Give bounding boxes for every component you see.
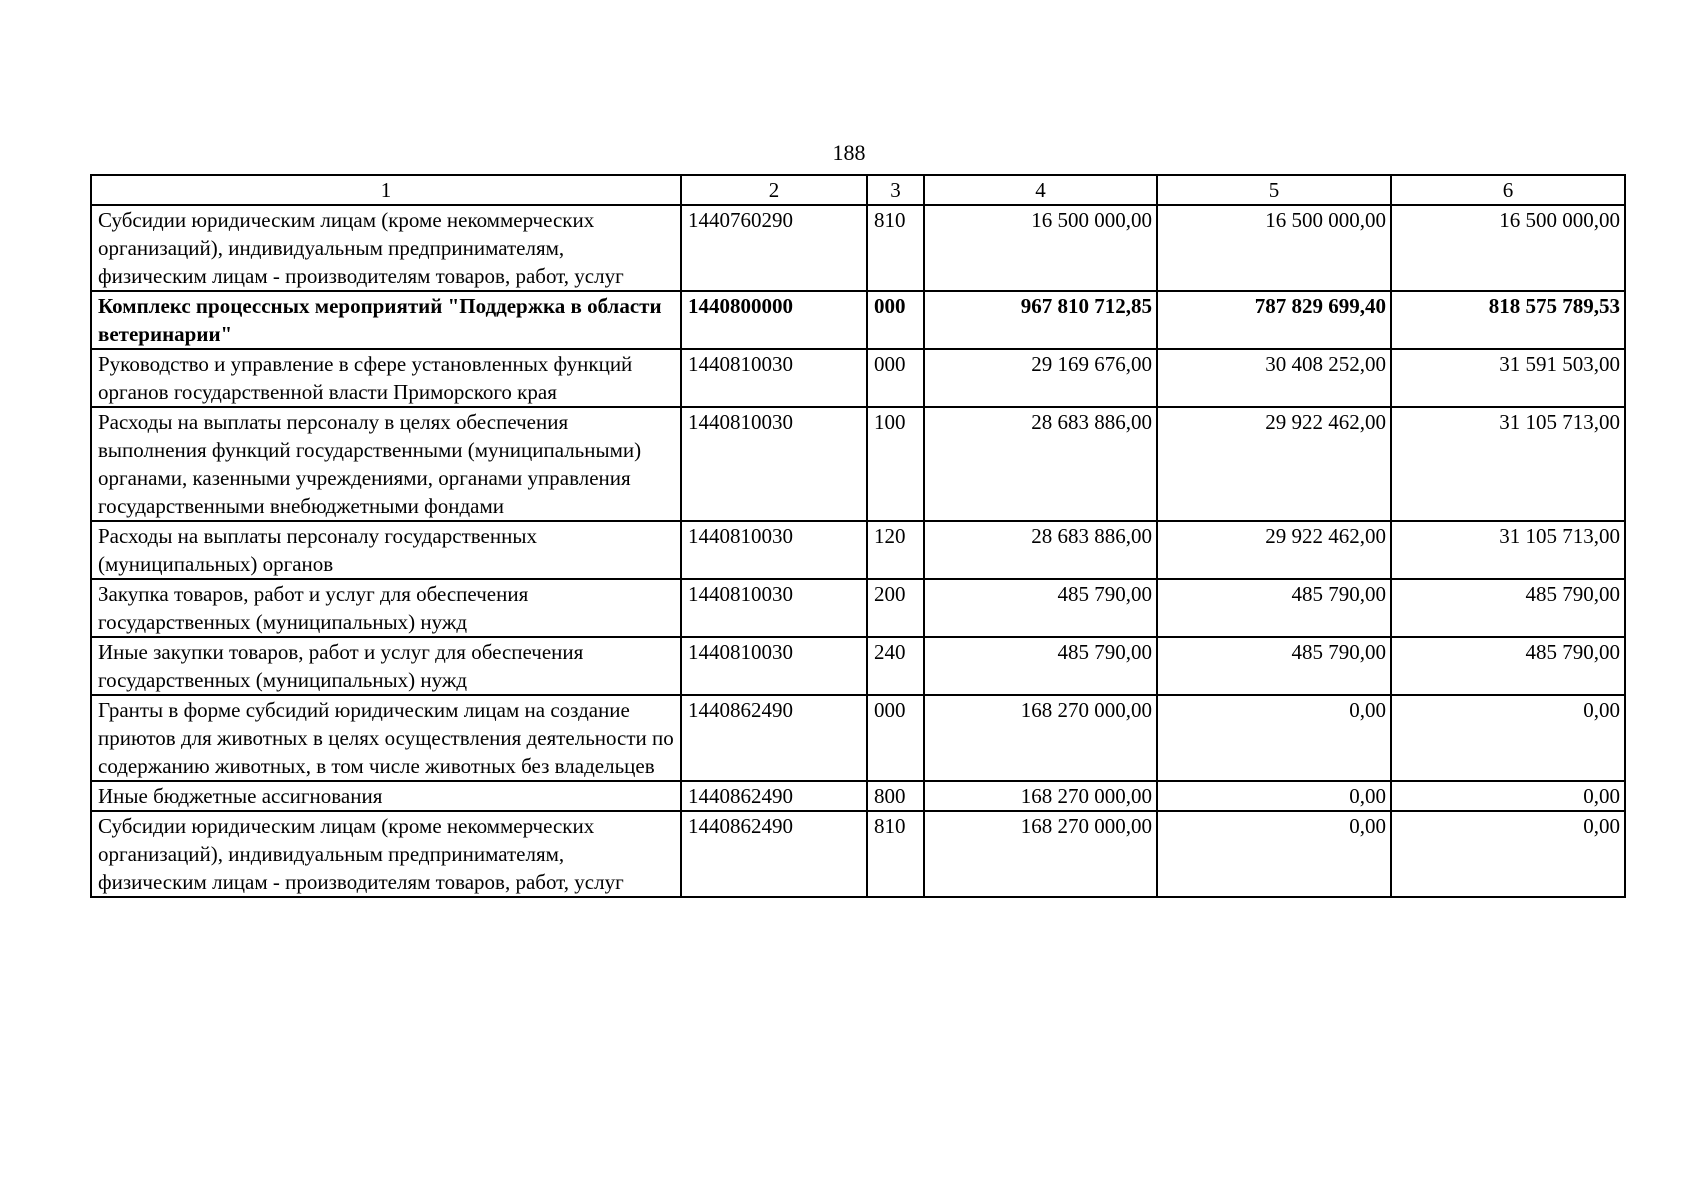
column-header-1: 1	[91, 175, 681, 205]
row-amount-5: 16 500 000,00	[1157, 205, 1391, 291]
row-kvr: 800	[867, 781, 924, 811]
row-code: 1440862490	[681, 811, 867, 897]
row-amount-4: 485 790,00	[924, 637, 1157, 695]
row-amount-5: 485 790,00	[1157, 579, 1391, 637]
table-row	[91, 781, 1625, 811]
row-kvr: 120	[867, 521, 924, 579]
row-name: Руководство и управление в сфере установленных функций органов государственной власти Приморского края	[91, 349, 681, 407]
row-kvr: 810	[867, 811, 924, 897]
row-amount-6: 485 790,00	[1391, 579, 1625, 637]
row-amount-4: 28 683 886,00	[924, 407, 1157, 521]
row-name: Расходы на выплаты персоналу государственных (муниципальных) органов	[91, 521, 681, 579]
table-row	[91, 637, 1625, 695]
row-name: Закупка товаров, работ и услуг для обеспечения государственных (муниципальных) нужд	[91, 579, 681, 637]
table-row-section	[91, 291, 1625, 349]
table-row	[91, 521, 1625, 579]
table-row	[91, 695, 1625, 781]
column-header-3: 3	[867, 175, 924, 205]
page-number: 188	[832, 140, 866, 165]
table-row	[91, 349, 1625, 407]
table-row	[91, 579, 1625, 637]
column-header-6: 6	[1391, 175, 1625, 205]
row-name: Расходы на выплаты персоналу в целях обеспечения выполнения функций государственными (муниципальными) органами, казенными учреждениями, органами управления государственными внебюджетными фондами	[91, 407, 681, 521]
budget-table	[90, 174, 1626, 898]
row-code: 1440810030	[681, 637, 867, 695]
row-kvr: 000	[867, 349, 924, 407]
row-amount-5: 29 922 462,00	[1157, 407, 1391, 521]
row-amount-4: 16 500 000,00	[924, 205, 1157, 291]
row-name: Субсидии юридическим лицам (кроме некоммерческих организаций), индивидуальным предпринимателям, физическим лицам - производителям товаров, работ, услуг	[91, 811, 681, 897]
row-amount-5: 485 790,00	[1157, 637, 1391, 695]
row-amount-4: 168 270 000,00	[924, 781, 1157, 811]
row-amount-5: 0,00	[1157, 811, 1391, 897]
row-amount-6: 0,00	[1391, 695, 1625, 781]
row-amount-6: 818 575 789,53	[1391, 291, 1625, 349]
row-code: 1440810030	[681, 407, 867, 521]
row-name: Иные закупки товаров, работ и услуг для обеспечения государственных (муниципальных) нужд	[91, 637, 681, 695]
row-amount-4: 168 270 000,00	[924, 811, 1157, 897]
row-kvr: 200	[867, 579, 924, 637]
row-code: 1440862490	[681, 781, 867, 811]
row-amount-5: 29 922 462,00	[1157, 521, 1391, 579]
table-row	[91, 407, 1625, 521]
row-name: Субсидии юридическим лицам (кроме некоммерческих организаций), индивидуальным предпринимателям, физическим лицам - производителям товаров, работ, услуг	[91, 205, 681, 291]
row-name: Комплекс процессных мероприятий "Поддержка в области ветеринарии"	[91, 291, 681, 349]
row-code: 1440862490	[681, 695, 867, 781]
row-amount-4: 485 790,00	[924, 579, 1157, 637]
row-amount-4: 28 683 886,00	[924, 521, 1157, 579]
row-kvr: 000	[867, 291, 924, 349]
row-amount-4: 168 270 000,00	[924, 695, 1157, 781]
table-row	[91, 811, 1625, 897]
row-kvr: 100	[867, 407, 924, 521]
row-amount-5: 30 408 252,00	[1157, 349, 1391, 407]
row-amount-4: 967 810 712,85	[924, 291, 1157, 349]
row-amount-6: 485 790,00	[1391, 637, 1625, 695]
row-name: Гранты в форме субсидий юридическим лицам на создание приютов для животных в целях осуществления деятельности по содержанию животных, в том числе животных без владельцев	[91, 695, 681, 781]
column-header-4: 4	[924, 175, 1157, 205]
row-code: 1440810030	[681, 349, 867, 407]
header-row	[91, 175, 1625, 205]
row-code: 1440800000	[681, 291, 867, 349]
row-kvr: 000	[867, 695, 924, 781]
row-name: Иные бюджетные ассигнования	[91, 781, 681, 811]
row-amount-6: 31 105 713,00	[1391, 407, 1625, 521]
row-amount-6: 0,00	[1391, 781, 1625, 811]
column-header-2: 2	[681, 175, 867, 205]
row-kvr: 810	[867, 205, 924, 291]
row-amount-5: 0,00	[1157, 695, 1391, 781]
row-code: 1440810030	[681, 579, 867, 637]
row-amount-6: 31 591 503,00	[1391, 349, 1625, 407]
row-amount-6: 31 105 713,00	[1391, 521, 1625, 579]
row-code: 1440760290	[681, 205, 867, 291]
row-amount-5: 0,00	[1157, 781, 1391, 811]
row-amount-6: 0,00	[1391, 811, 1625, 897]
table-row	[91, 205, 1625, 291]
column-header-5: 5	[1157, 175, 1391, 205]
row-code: 1440810030	[681, 521, 867, 579]
row-kvr: 240	[867, 637, 924, 695]
row-amount-6: 16 500 000,00	[1391, 205, 1625, 291]
row-amount-5: 787 829 699,40	[1157, 291, 1391, 349]
row-amount-4: 29 169 676,00	[924, 349, 1157, 407]
